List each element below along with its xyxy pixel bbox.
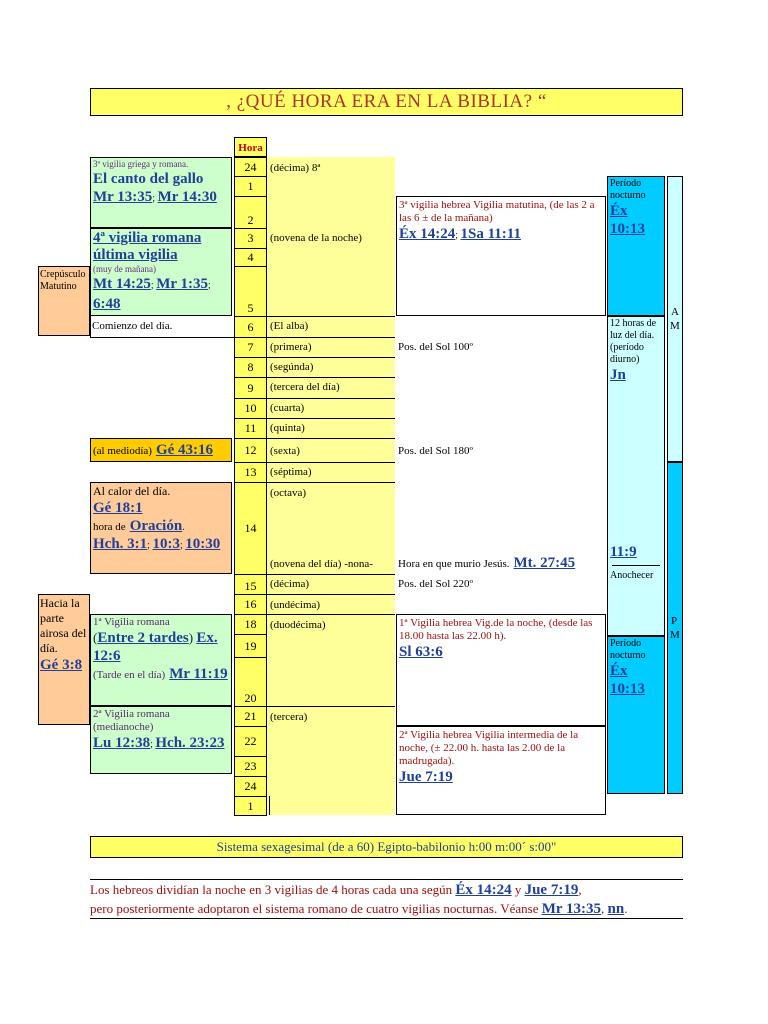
- hour-label-17: (undécima): [270, 599, 321, 611]
- ref-ex-10-13-a[interactable]: Éx 10:13: [610, 203, 645, 237]
- row-separator: [267, 377, 395, 378]
- ref-mr-1-35[interactable]: Mr 1:35: [156, 276, 208, 292]
- hour-number: 4: [247, 250, 254, 264]
- hora-header: Hora: [234, 137, 267, 157]
- hour-cell: [234, 357, 267, 378]
- pm-label-p: P: [671, 615, 678, 627]
- ref-ge-18-1[interactable]: Gé 18:1: [93, 500, 143, 516]
- hour-label-13: (séptima): [270, 466, 312, 478]
- calor-label: Al calor del día.: [93, 484, 171, 498]
- vigilia-3-subtitle: 3ª vigilia griega y romana.: [93, 159, 189, 169]
- hour-cell: [234, 706, 267, 727]
- hour-cell: [234, 316, 267, 338]
- ref-hch-3-1[interactable]: Hch. 3:1: [93, 536, 148, 552]
- ref-10-3[interactable]: 10:3: [152, 536, 180, 552]
- hour-number: 22: [244, 734, 257, 748]
- hour-cell: [234, 462, 267, 483]
- hour-label-24: (décima) 8ª: [270, 162, 321, 174]
- hour-number: 6: [247, 319, 254, 334]
- ref-entre-2-tardes[interactable]: Entre 2 tardes: [97, 630, 189, 646]
- ref-ge-43-16[interactable]: Gé 43:16: [155, 442, 214, 458]
- hour-cell: [234, 574, 267, 595]
- page-title: , ¿QUÉ HORA ERA EN LA BIBLIA? “: [226, 91, 547, 112]
- hour-number: 21: [244, 709, 257, 723]
- ref-mr-13-35[interactable]: Mr 13:35: [93, 189, 153, 205]
- vigilia-3-hebrea-box: 3ª vigilia hebrea Vigilia matutina, (de las 2 a las 6 ± de la mañana) Éx 14:24; 1Sa 11:11: [396, 196, 606, 316]
- hour-cell: [234, 228, 267, 249]
- periodo-nocturno-1: Período nocturno Éx 10:13: [607, 176, 665, 316]
- crepusculo-label: Crepúsculo Matutino: [40, 269, 86, 292]
- vigilia-1-tarde: (Tarde en el día): [93, 669, 166, 681]
- hour-cell: [234, 248, 267, 267]
- murio-jesus: Hora en que murio Jesús. Mt. 27:45: [398, 555, 576, 571]
- hour-label-9: (tercera del día): [270, 381, 340, 393]
- hour-number: 9: [247, 380, 254, 395]
- sol-180: Pos. del Sol 180º: [398, 445, 473, 457]
- hour-number: 14: [244, 521, 257, 535]
- row-separator: [267, 316, 395, 317]
- note-line-2: pero posteriormente adoptaron el sistema romano de cuatro vigilias nocturnas. Véanse: [90, 901, 539, 916]
- hour-cell: [234, 796, 267, 816]
- hour-number: 3: [247, 231, 254, 245]
- ref-11-9[interactable]: 11:9: [610, 544, 637, 560]
- mediodia-box: [90, 438, 232, 462]
- hour-number: 15: [244, 579, 257, 593]
- ref-mt-14-25[interactable]: Mt 14:25: [93, 276, 151, 292]
- sol-100: Pos. del Sol 100º: [398, 341, 473, 353]
- hour-label-16: (décima): [270, 578, 310, 590]
- ref-6-48[interactable]: 6:48: [93, 296, 121, 312]
- anochecer-line: [612, 565, 660, 566]
- hour-label-21: (tercera): [270, 711, 308, 723]
- ref-ex-10-13-b[interactable]: Éx 10:13: [610, 663, 645, 697]
- anochecer-label: Anochecer: [610, 570, 654, 581]
- hour-number: 13: [244, 465, 257, 479]
- vigilia-2-hebrea-box: [396, 726, 606, 815]
- sol-220: Pos. del Sol 220º: [398, 578, 473, 590]
- am-label-m: M: [670, 320, 680, 332]
- row-separator: [267, 357, 395, 358]
- col-separator: [90, 316, 91, 337]
- am-label-a: A: [671, 306, 679, 318]
- row-separator: [267, 462, 395, 463]
- hour-label-10: (cuarta): [270, 402, 305, 414]
- vigilia-1-title: 1ª Vigilia romana: [93, 616, 170, 628]
- hour-cell: [234, 196, 267, 229]
- ref-nn[interactable]: nn: [607, 901, 625, 917]
- ref-hch-23-23[interactable]: Hch. 23:23: [155, 735, 225, 751]
- vigilia-1-hebrea-text: 1ª Vigilia hebrea Vig.de la noche, (desde las 18.00 hasta las 22.00 h).: [399, 617, 593, 642]
- row-separator: [267, 418, 395, 419]
- hour-number: 23: [244, 759, 257, 773]
- row-separator: [267, 398, 395, 399]
- hour-number: 1: [247, 179, 254, 193]
- hour-label-18: (duodécima): [270, 619, 326, 631]
- note-line-1: Los hebreos dividían la noche en 3 vigilias de 4 horas cada una según: [90, 882, 453, 897]
- comienzo-del-dia: Comienzo del día.: [92, 320, 173, 332]
- periodo-diurno: 12 horas de luz del día. (período diurno) Jn 11:9 Anochecer: [607, 316, 665, 636]
- vigilia-4-title: 4ª vigilia romana última vigilia: [93, 230, 202, 263]
- hour-number: 16: [244, 597, 257, 611]
- hour-number: 20: [244, 691, 257, 705]
- hour-cell: [234, 438, 267, 463]
- ref-10-30[interactable]: 10:30: [185, 536, 221, 552]
- hour-label-11: (quinta): [270, 422, 305, 434]
- hour-number: 11: [244, 421, 257, 435]
- ref-ex-14-24[interactable]: Éx 14:24: [399, 226, 456, 242]
- hour-number: 19: [244, 638, 257, 653]
- hour-cell: [234, 337, 267, 358]
- hour-cell: [234, 398, 267, 419]
- am-column: [667, 176, 683, 462]
- calor-box: Al calor del día. Gé 18:1 hora de Oración. Hch. 3:1; 10:3; 10:30: [90, 482, 232, 574]
- hour-cell: [234, 418, 267, 439]
- ref-mr-14-30[interactable]: Mr 14:30: [157, 189, 217, 205]
- hour-cell: [234, 176, 267, 197]
- hour-number: 12: [244, 443, 257, 457]
- hour-label-14: (octava): [270, 487, 307, 499]
- periodo-nocturno-2: Período nocturno Éx 10:13: [607, 636, 665, 794]
- col-separator: [269, 796, 270, 815]
- hacia-label: Hacia la parte airosa del día.: [40, 596, 87, 655]
- ref-ex-12-6[interactable]: Ex. 12:6: [93, 630, 218, 664]
- ref-mr-13-35-note[interactable]: Mr 13:35: [541, 901, 602, 917]
- hour-label-3: (novena de la noche): [270, 232, 362, 244]
- ref-jn[interactable]: Jn: [610, 367, 626, 383]
- hacia-box: [38, 594, 90, 725]
- hour-label-8: (segúnda): [270, 361, 314, 373]
- pm-column: [667, 462, 683, 794]
- hour-cell: [234, 157, 267, 177]
- hour-number: 10: [244, 401, 257, 415]
- vigilia-2-romana-box: 2ª Vigilia romana (medianoche) Lu 12:38; Hch. 23:23: [90, 706, 232, 774]
- ref-sl-63-6[interactable]: Sl 63:6: [399, 644, 443, 660]
- hour-cell: [234, 756, 267, 777]
- pm-label-m: M: [670, 629, 680, 641]
- row-separator: [90, 337, 234, 338]
- ref-jue-7-19-note[interactable]: Jue 7:19: [524, 882, 579, 898]
- vigilia-1-romana-box: 1ª Vigilia romana (Entre 2 tardes) Ex. 12:6 (Tarde en el día) Mr 11:19: [90, 614, 232, 706]
- ref-mr-11-19[interactable]: Mr 11:19: [169, 666, 228, 682]
- hour-cell: [234, 482, 267, 575]
- hour-label-6: (El alba): [270, 320, 309, 332]
- sistema-text: Sistema sexagesimal (de a 60) Egipto-babilonio h:00 m:00´ s:00": [216, 839, 557, 854]
- row-separator: [267, 614, 395, 615]
- hour-cell: [234, 266, 267, 317]
- hour-number: 8: [247, 360, 254, 374]
- ref-ge-3-8[interactable]: Gé 3:8: [40, 657, 83, 673]
- hour-label-7: (primera): [270, 341, 312, 353]
- hour-number: 1: [247, 798, 254, 813]
- hour-number: 5: [247, 301, 254, 315]
- vigilia-2-hebrea-text: 2ª Vigilia hebrea Vigilia intermedia de la noche, (± 22.00 h. hasta las 2.00 de la madrugada).: [399, 729, 579, 767]
- ref-oracion[interactable]: Oración: [129, 518, 183, 534]
- hour-cell: [234, 726, 267, 757]
- hour-number: 18: [244, 617, 257, 631]
- vigilia-4-box: 4ª vigilia romana última vigilia (muy de mañana) Mt 14:25; Mr 1:35; 6:48: [90, 228, 232, 316]
- title-box: [90, 88, 683, 116]
- ref-mt-27-45[interactable]: Mt. 27:45: [513, 555, 576, 571]
- vigilia-3-hebrea-text: 3ª vigilia hebrea Vigilia matutina, (de las 2 a las 6 ± de la mañana): [399, 199, 595, 224]
- row-separator: [267, 594, 395, 595]
- note-box: Los hebreos dividían la noche en 3 vigilias de 4 horas cada una según Éx 14:24 y Jue 7:19, pero posteriormente adoptaron el sistema romano de cuatro vigilias nocturnas. Véanse Mr 13:35, nn.: [90, 879, 683, 919]
- hour-cell: [234, 614, 267, 635]
- hour-cell: [234, 377, 267, 399]
- vigilia-4-subtitle: (muy de mañana): [93, 264, 156, 274]
- vigilia-3-box: 3ª vigilia griega y romana. El canto del gallo Mr 13:35; Mr 14:30: [90, 157, 232, 228]
- mediodia-label: (al mediodía): [93, 445, 152, 457]
- vigilia-2-title: 2ª Vigilia romana: [93, 708, 170, 720]
- row-separator: [267, 706, 395, 707]
- hour-label-12: (sexta): [270, 445, 300, 457]
- sistema-box: [90, 836, 683, 858]
- vigilia-3-title: El canto del gallo: [93, 171, 204, 187]
- hour-cell: [234, 776, 267, 797]
- hour-number: 24: [244, 779, 257, 793]
- hour-cell: [234, 594, 267, 615]
- hour-cell: [234, 634, 267, 658]
- hour-number: 24: [244, 159, 257, 174]
- ref-jue-7-19[interactable]: Jue 7:19: [399, 769, 453, 785]
- hour-number: 2: [247, 213, 254, 227]
- vigilia-2-subtitle: (medianoche): [93, 721, 154, 733]
- hour-cell: [234, 657, 267, 707]
- hour-number: 7: [247, 340, 254, 354]
- row-separator: [267, 337, 395, 338]
- row-separator: [267, 574, 395, 575]
- ref-1sa-11-11[interactable]: 1Sa 11:11: [460, 226, 521, 242]
- ref-lu-12-38[interactable]: Lu 12:38: [93, 735, 151, 751]
- hour-label-15: (novena del día) -nona-: [270, 558, 373, 570]
- row-separator: [267, 438, 395, 439]
- vigilia-1-hebrea-box: [396, 614, 606, 726]
- row-separator: [267, 482, 395, 483]
- ref-ex-14-24-note[interactable]: Éx 14:24: [455, 882, 512, 898]
- crepusculo-box: [38, 266, 90, 336]
